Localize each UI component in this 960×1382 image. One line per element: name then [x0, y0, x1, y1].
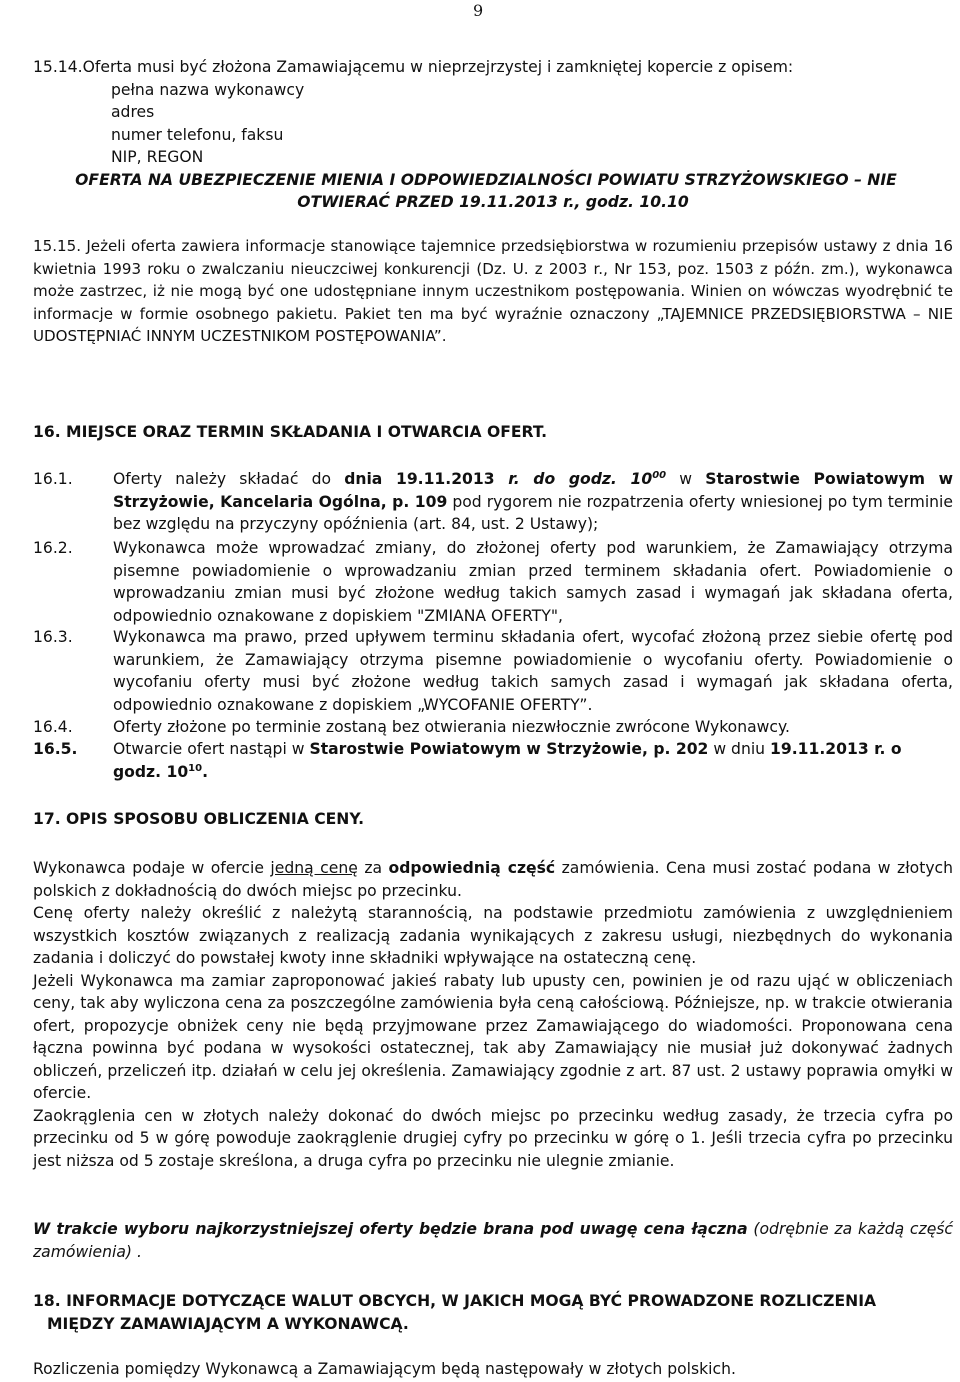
item-16-1-text-d: w: [666, 470, 706, 488]
item-16-1-text-a: Oferty należy składać do: [113, 470, 345, 488]
item-16-5-datetime: 19.11.2013 r. o godz. 10: [113, 740, 902, 781]
envelope-line-address: adres: [111, 103, 155, 121]
section-18-title-1: INFORMACJE DOTYCZĄCE WALUT OBCYCH, W JAKICH MOGĄ BYĆ PROWADZONE ROZLICZENIA: [66, 1292, 877, 1310]
p1-text-e: zamówienia. Cena musi zostać podana w złotych polskich z dokładnością do dwóch miejsc po przecinku.: [33, 859, 954, 900]
p1-one-price: jedną cenę: [270, 859, 358, 877]
envelope-description-list: [33, 79, 953, 169]
section-15-14: [33, 56, 953, 214]
p5-italic-text: (odrębnie za każdą część zamówienia) .: [33, 1220, 953, 1261]
item-16-4-text: Oferty złożone po terminie zostaną bez otwierania niezwłocznie zwrócone Wykonawcy.: [113, 718, 790, 736]
section-15-15: [33, 235, 953, 348]
item-16-3-text: Wykonawca ma prawo, przed upływem terminu składania ofert, wycofać złożoną przez siebie ofertę pod warunkiem, że Zamawiający otrzyma pisemne powiadomienie o wycofaniu oferty. Powiadomienie o wycofaniu oferty musi być złożone według takich samych zasad i wymagań jak składana oferta, odpowiednio oznakowane z dopiskiem „WYCOFANIE OFERTY”.: [113, 628, 953, 714]
item-16-5-text: [113, 738, 953, 783]
section-15-14-intro: 15.14.Oferta musi być złożona Zamawiającemu w nieprzejrzystej i zamkniętej kopercie z opisem:: [33, 58, 794, 76]
section-17-paragraph-4: Zaokrąglenia cen w złotych należy dokonać do dwóch miejsc po przecinku według zasady, że trzecia cyfra po przecinku od 5 w górę powoduje zaokrąglenie drugiej cyfry po przecinku w górę o 1. Jeśli trzecia cyfra po przecinku jest niższa od 5 zostaje skreślona, a druga cyfra po przecinku nie ulegnie zmianie.: [33, 1106, 953, 1170]
item-16-2-text: Wykonawca może wprowadzać zmiany, do złożonej oferty pod warunkiem, że Zamawiający otrzyma pisemne powiadomienie o wprowadzaniu zmian przed terminem składania ofert. Powiadomienie o wprowadzaniu zmian musi być złożone według takich samych zasad i wymagań jak składana oferta, odpowiednio oznakowane z dopiskiem "ZMIANA OFERTY",: [113, 539, 953, 625]
section-15-15-text: Jeżeli oferta zawiera informacje stanowiące tajemnice przedsiębiorstwa w rozumieniu przepisów ustawy z dnia 16 kwietnia 1993 roku o zwalczaniu nieuczciwej konkurencji (Dz. U. z 2003 r., Nr 153, poz. 1503 z późn. zm.), wykonawca może zastrzec, iż nie mogą być one udostępniane innym uczestnikom postępowania. Winien on wówczas wyodrębnić te informacje w formie osobnego pakietu. Pakiet ten ma być wyraźnie oznaczony „TAJEMNICE PRZEDSIĘBIORSTWA – NIE UDOSTĘPNIAĆ INNYM UCZESTNIKOM POSTĘPOWANIA”.: [33, 237, 953, 345]
section-17-paragraph-5: [33, 1218, 953, 1263]
item-16-1-time-sup: 00: [652, 469, 667, 481]
section-17-paragraph-2: Cenę oferty należy określić z należytą starannością, na podstawie przedmiotu zamówienia z uwzględnieniem wszystkich kosztów związanych z realizacją zadania wynikających z zakresu usługi, niezbędnych do wykonania zadania i doliczyć do powstałej kwoty inne składniki wpływające na ostateczną cenę.: [33, 904, 953, 967]
item-16-2-number: 16.2.: [33, 539, 73, 557]
section-18-text: Rozliczenia pomiędzy Wykonawcą a Zamawiającym będą następowały w złotych polskich.: [33, 1360, 736, 1378]
item-16-1-text-g: pod rygorem nie rozpatrzenia oferty wniesionej po tym terminie bez względu na przyczyny opóźnienia (art. 84, ust. 2 Ustawy);: [113, 492, 953, 533]
item-16-3-number: 16.3.: [33, 628, 73, 646]
section-17-paragraph-3: Jeżeli Wykonawca ma zamiar zaproponować jakieś rabaty lub upusty cen, powinien je od razu ująć w obliczeniach ceny, tak aby wyliczona cena za poszczególne zamówienia była ceną całościową. Późniejsze, np. w trakcie otwierania ofert, propozycje obniżek ceny nie będą przyjmowane przez Zamawiającego do wiadomości. Proponowana cena łączna powinna być podana w wysokości ostatecznej, tak aby Zamawiający nie musiał już dokonywać żadnych obliczeń, przeliczeń itp. działań w celu jej określenia. Zamawiający zgodnie z art. 87 ust. 2 ustawy poprawia omyłki w ofercie.: [33, 971, 953, 1102]
section-17-paragraph-1: [33, 857, 953, 902]
p5-bold-text: W trakcie wyboru najkorzystniejszej oferty będzie brana pod uwagę cena łączna: [33, 1220, 748, 1238]
item-16-5-time-sup: 10: [188, 762, 203, 774]
item-16-4-number: 16.4.: [33, 718, 73, 736]
item-16-1-date: dnia 19.11.2013: [344, 470, 509, 488]
item-16-5-place: Starostwie Powiatowym w Strzyżowie, p. 202: [309, 740, 709, 758]
envelope-line-phone: numer telefonu, faksu: [111, 125, 284, 144]
section-18-number: 18.: [33, 1292, 61, 1310]
envelope-title-line-2: OTWIERAĆ PRZED 19.11.2013 r., godz. 10.10: [297, 193, 689, 211]
section-17-body: [33, 857, 953, 1172]
envelope-line-nip: NIP, REGON: [111, 148, 204, 166]
p1-text-a: Wykonawca podaje w ofercie: [33, 859, 271, 877]
item-16-1-number: 16.1.: [33, 470, 73, 488]
item-16-1-room: 109: [409, 492, 448, 511]
item-16-5-number: 16.5.: [33, 740, 78, 758]
section-15-15-number: 15.15.: [33, 237, 82, 255]
envelope-title-line-1: OFERTA NA UBEZPIECZENIE MIENIA I ODPOWIEDZIALNOŚCI POWIATU STRZYŻOWSKIEGO – NIE: [75, 170, 897, 189]
section-16-heading: 16. MIEJSCE ORAZ TERMIN SKŁADANIA I OTWARCIA OFERT.: [33, 423, 548, 441]
section-18-heading-line-2: MIĘDZY ZAMAWIAJĄCYM A WYKONAWCĄ.: [47, 1314, 409, 1333]
page-number: 9: [473, 1, 484, 20]
p1-relevant-part: odpowiednią część: [388, 859, 556, 877]
item-16-1-place: Starostwie Powiatowym w Strzyżowie, Kancelaria Ogólna, p.: [113, 470, 954, 511]
section-18-heading: [33, 1290, 953, 1335]
p1-text-c: za: [357, 859, 389, 877]
item-16-5-text-e: .: [202, 762, 209, 781]
item-16-1-text: [113, 468, 953, 536]
item-16-1-time: r. do godz. 10: [508, 470, 653, 488]
section-17-heading: 17. OPIS SPOSOBU OBLICZENIA CENY.: [33, 810, 364, 828]
item-16-5-text-a: Otwarcie ofert nastąpi w: [113, 740, 310, 758]
envelope-line-name: pełna nazwa wykonawcy: [111, 80, 305, 99]
section-18-heading-line-1: [33, 1290, 953, 1313]
item-16-5-text-c: w dniu: [708, 740, 771, 758]
